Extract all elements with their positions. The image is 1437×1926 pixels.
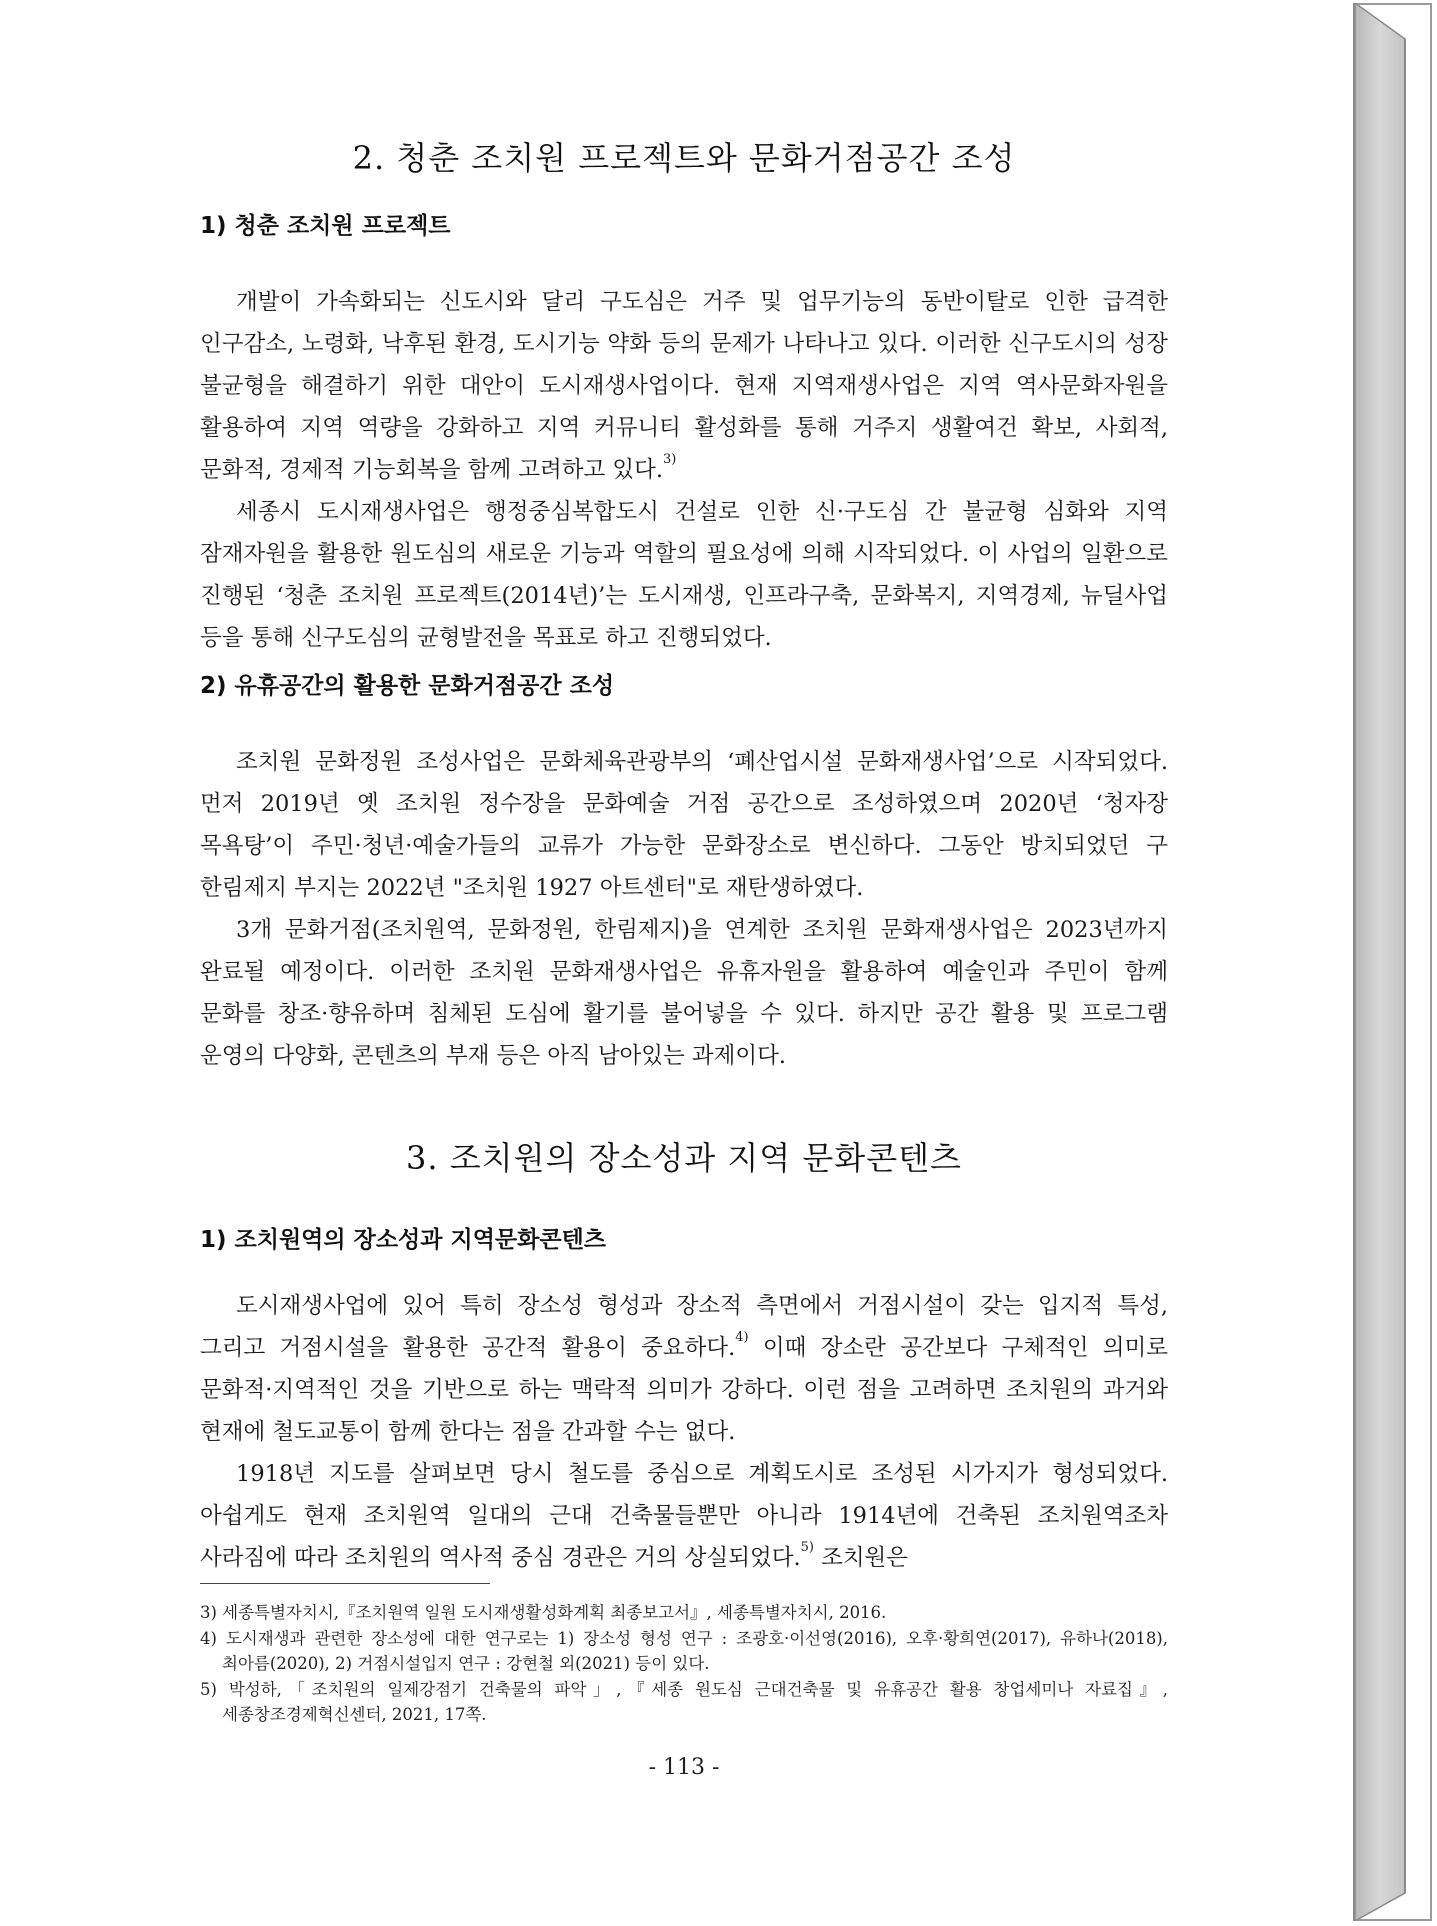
paragraph-2-2-a: 조치원 문화정원 조성사업은 문화체육관광부의 ‘폐산업시설 문화재생사업’으로 시작되었다. 먼저 2019년 옛 조치원 정수장을 문화예술 거점 공간으로 조성하였으며 2020년 ‘청자장 목욕탕’이 주민·청년·예술가들의 교류가 가능한 문화장소로 변신하다. 그동안 방치되었던 구 한림제지 부지는 2022년 "조치원 1927 아트센터"로 재탄생하였다.: [200, 749, 1168, 901]
document-page: [3, 3, 1355, 1921]
footnote-ref-4[interactable]: 4): [735, 1330, 749, 1345]
section-2-title: 2. 청춘 조치원 프로젝트와 문화거점공간 조성: [352, 139, 1016, 177]
section-2-2-heading: 2) 유휴공간의 활용한 문화거점공간 조성: [200, 673, 615, 699]
paragraph-text: 1918년 지도를 살펴보면 당시 철도를 중심으로 계획도시로 조성된 시가지가 형성되었다. 아쉽게도 현재 조치원역 일대의 근대 건축물들뿐만 아니라 1914년에 건축된 조치원역조차 사라짐에 따라 조치원의 역사적 중심 경관은 거의 상실되었다.: [200, 1461, 1168, 1571]
paragraph-2-2-b: 3개 문화거점(조치원역, 문화정원, 한림제지)을 연계한 조치원 문화재생사업은 2023년까지 완료될 예정이다. 이러한 조치원 문화재생사업은 유휴자원을 활용하여 예술인과 주민이 함께 문화를 창조·향유하며 침체된 도심에 활기를 불어넣을 수 있다. 하지만 공간 활용 및 프로그램 운영의 다양화, 콘텐츠의 부재 등은 아직 남아있는 과제이다.: [200, 917, 1168, 1069]
footnote-ref-5[interactable]: 5): [800, 1540, 814, 1555]
section-3-1-heading: 1) 조치원역의 장소성과 지역문화콘텐츠: [200, 1227, 607, 1253]
paragraph-2-1-a: [200, 281, 1168, 491]
footnote-3: 3) 세종특별자치시,『조치원역 일원 도시재생활성화계획 최종보고서』, 세종특별자치시, 2016.: [200, 1603, 887, 1622]
footnote-ref-3[interactable]: 3): [663, 452, 677, 467]
section-2-1-heading: 1) 청춘 조치원 프로젝트: [200, 213, 451, 239]
footnote-divider: [200, 1583, 490, 1584]
paragraph-text: 이때 장소란 공간보다 구체적인 의미로 문화적·지역적인 것을 기반으로 하는 맥락적 의미가 강하다. 이런 점을 고려하면 조치원의 과거와 현재에 철도교통이 함께 한다는 점을 간과할 수는 없다.: [200, 1335, 1168, 1445]
paragraph-2-1-b: 세종시 도시재생사업은 행정중심복합도시 건설로 인한 신·구도심 간 불균형 심화와 지역 잠재자원을 활용한 원도심의 새로운 기능과 역할의 필요성에 의해 시작되었다. 이 사업의 일환으로 진행된 ‘청춘 조치원 프로젝트(2014년)’는 도시재생, 인프라구축, 문화복지, 지역경제, 뉴딜사업 등을 통해 신구도심의 균형발전을 목표로 하고 진행되었다.: [200, 499, 1168, 651]
footnote-5: 5) 박성하,「조치원의 일제강점기 건축물의 파악」,『세종 원도심 근대건축물 및 유휴공간 활용 창업세미나 자료집』, 세종창조경제혁신센터, 2021, 17쪽.: [200, 1679, 1168, 1724]
section-3-title: 3. 조치원의 장소성과 지역 문화콘텐츠: [406, 1139, 962, 1177]
footnote-4: 4) 도시재생과 관련한 장소성에 대한 연구로는 1) 장소성 형성 연구 : 조광호·이선영(2016), 오후·황희연(2017), 유하나(2018), 최아름(2020), 2) 거점시설입지 연구 : 강현철 외(2021) 등이 있다.: [200, 1628, 1168, 1673]
page-number: - 113 -: [648, 1755, 720, 1780]
footnotes: [200, 1600, 1168, 1728]
paragraph-text: 조치원은: [813, 1545, 909, 1571]
paragraph-3-1-b: [200, 1453, 1168, 1579]
paragraph-3-1-a: [200, 1285, 1168, 1453]
paragraph-text: 개발이 가속화되는 신도시와 달리 구도심은 거주 및 업무기능의 동반이탈로 인한 급격한 인구감소, 노령화, 낙후된 환경, 도시기능 약화 등의 문제가 나타나고 있다. 이러한 신구도시의 성장 불균형을 해결하기 위한 대안이 도시재생사업이다. 현재 지역재생사업은 지역 역사문화자원을 활용하여 지역 역량을 강화하고 지역 커뮤니티 활성화를 통해 거주지 생활여건 확보, 사회적, 문화적, 경제적 기능회복을 함께 고려하고 있다.: [200, 289, 1168, 483]
page-stack-edge: [1355, 3, 1432, 1921]
paragraph-text: 도시재생사업에 있어 특히 장소성 형성과 장소적 측면에서 거점시설이 갖는 입지적 특성, 그리고 거점시설을 활용한 공간적 활용이 중요하다.: [200, 1293, 1168, 1361]
